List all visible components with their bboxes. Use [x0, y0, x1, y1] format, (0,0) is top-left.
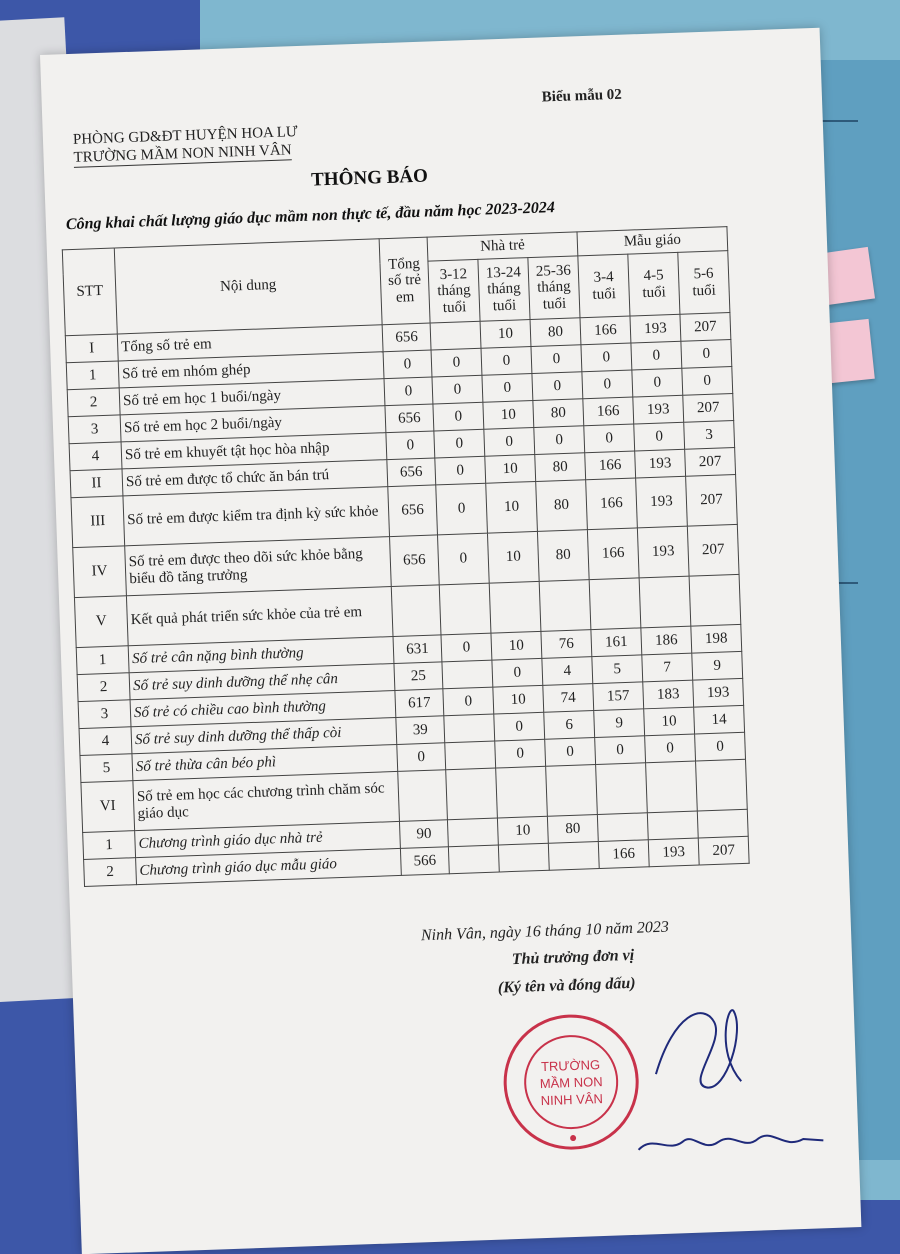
- row-stt: IV: [73, 546, 127, 598]
- row-value: 0: [441, 633, 492, 662]
- row-value: [442, 660, 493, 689]
- row-value: [697, 809, 748, 838]
- header-age-13-24m: 13-24 tháng tuổi: [478, 258, 530, 322]
- row-stt: 2: [84, 858, 137, 887]
- row-label: Chương trình giáo dục nhà trẻ: [135, 821, 401, 857]
- row-value: 207: [686, 474, 738, 526]
- row-value: [696, 759, 748, 811]
- row-stt: 1: [66, 361, 119, 390]
- row-value: [539, 580, 591, 632]
- row-value: [589, 578, 641, 630]
- row-value: 166: [586, 478, 638, 530]
- row-value: 0: [481, 347, 532, 376]
- row-value: 193: [648, 838, 699, 867]
- row-stt: V: [74, 596, 128, 648]
- row-total: 656: [385, 404, 434, 433]
- row-value: 157: [593, 682, 644, 711]
- signature: [643, 991, 757, 1105]
- document-title: THÔNG BÁO: [310, 165, 429, 191]
- row-stt: 2: [67, 388, 120, 417]
- row-stt: 3: [68, 415, 121, 444]
- row-value: 4: [542, 657, 593, 686]
- row-total: 0: [386, 431, 435, 460]
- row-value: 193: [630, 314, 681, 343]
- row-value: [489, 581, 541, 633]
- row-value: [439, 583, 491, 635]
- row-label: Tổng số trẻ em: [117, 325, 383, 361]
- row-value: 80: [537, 530, 589, 582]
- svg-text:NINH VÂN: NINH VÂN: [540, 1090, 604, 1109]
- row-total: 90: [399, 820, 448, 849]
- row-value: 80: [536, 480, 588, 532]
- row-value: 0: [534, 426, 585, 455]
- row-value: 183: [643, 680, 694, 709]
- row-value: 10: [644, 707, 695, 736]
- row-value: [446, 768, 498, 820]
- row-label: Số trẻ thừa cân béo phì: [132, 744, 398, 780]
- row-value: 5: [592, 655, 643, 684]
- row-value: 80: [535, 453, 586, 482]
- quality-table: [62, 226, 750, 887]
- row-stt: II: [70, 469, 123, 498]
- row-label: Số trẻ em được kiểm tra định kỳ sức khỏe: [123, 487, 390, 546]
- department-name: PHÒNG GD&ĐT HUYỆN HOA LƯ: [72, 124, 298, 148]
- header-kindergarten: Mẫu giáo: [577, 227, 728, 256]
- row-value: 9: [594, 709, 645, 738]
- document-subtitle: Công khai chất lượng giáo dục mầm non thực tế, đầu năm học 2023-2024: [65, 199, 556, 234]
- place-and-date: Ninh Vân, ngày 16 tháng 10 năm 2023: [420, 918, 670, 945]
- row-stt: 5: [80, 754, 133, 783]
- row-total: 656: [382, 323, 431, 352]
- row-value: 161: [591, 628, 642, 657]
- row-value: 166: [583, 397, 634, 426]
- signer-name-handwritten: [633, 1118, 834, 1165]
- row-stt: 2: [77, 673, 130, 702]
- row-stt: 3: [78, 700, 131, 729]
- row-value: 74: [543, 684, 594, 713]
- row-value: 10: [491, 631, 542, 660]
- row-value: [498, 843, 549, 872]
- row-value: 76: [541, 630, 592, 659]
- row-total: 656: [390, 535, 440, 587]
- row-value: [639, 576, 691, 628]
- row-value: 207: [683, 394, 734, 423]
- row-value: 14: [694, 705, 745, 734]
- header-nursery: Nhà trẻ: [427, 232, 578, 261]
- row-value: [430, 321, 481, 350]
- row-value: 193: [633, 395, 684, 424]
- row-value: 10: [497, 816, 548, 845]
- row-total: 0: [383, 350, 432, 379]
- row-total: 25: [394, 662, 443, 691]
- row-value: 0: [631, 341, 682, 370]
- row-value: 0: [632, 368, 683, 397]
- row-value: [445, 741, 496, 770]
- header-age-5-6y: 5-6 tuổi: [678, 251, 730, 315]
- row-label: Số trẻ em nhóm ghép: [118, 352, 384, 388]
- row-value: 9: [692, 651, 743, 680]
- row-total: 656: [388, 485, 438, 537]
- school-name: TRƯỜNG MẦM NON NINH VÂN: [73, 142, 292, 166]
- row-value: 10: [487, 531, 539, 583]
- sign-note: (Ký tên và đóng dấu): [497, 974, 636, 997]
- row-stt: VI: [81, 781, 135, 833]
- row-value: [548, 841, 599, 870]
- row-value: 0: [443, 687, 494, 716]
- row-total: 656: [387, 458, 436, 487]
- svg-text:TRƯỜNG: TRƯỜNG: [540, 1057, 601, 1075]
- row-value: 0: [695, 732, 746, 761]
- svg-text:MẦM NON: MẦM NON: [539, 1073, 603, 1092]
- row-value: 0: [433, 402, 484, 431]
- row-label: Kết quả phát triển sức khỏe của trẻ em: [126, 587, 393, 646]
- row-value: 0: [645, 734, 696, 763]
- row-value: 0: [595, 736, 646, 765]
- row-total: 0: [397, 743, 446, 772]
- row-value: 10: [480, 320, 531, 349]
- row-value: 193: [635, 449, 686, 478]
- row-value: 166: [580, 316, 631, 345]
- row-value: 3: [684, 421, 735, 450]
- row-value: 198: [691, 624, 742, 653]
- row-value: 10: [485, 454, 536, 483]
- row-total: [391, 585, 441, 637]
- row-value: 80: [533, 399, 584, 428]
- row-value: 0: [495, 739, 546, 768]
- row-label: Số trẻ em học 1 buổi/ngày: [119, 379, 385, 415]
- row-value: [597, 813, 648, 842]
- row-value: 0: [484, 427, 535, 456]
- row-total: 0: [384, 377, 433, 406]
- row-label: Số trẻ cân nặng bình thường: [128, 637, 394, 673]
- row-label: Số trẻ em được theo dõi sức khỏe bằng biểu đồ tăng trưởng: [125, 537, 392, 596]
- row-value: 0: [531, 345, 582, 374]
- row-value: 7: [642, 653, 693, 682]
- row-value: 0: [682, 367, 733, 396]
- row-value: 0: [532, 372, 583, 401]
- school-seal-stamp: [499, 1010, 644, 1155]
- row-value: 0: [437, 533, 489, 585]
- header-stt: STT: [62, 248, 117, 336]
- row-value: 80: [530, 318, 581, 347]
- row-value: 0: [435, 456, 486, 485]
- header-content: Nội dung: [114, 239, 382, 334]
- row-value: 6: [544, 711, 595, 740]
- row-value: 207: [687, 524, 739, 576]
- row-value: 0: [482, 374, 533, 403]
- row-value: 0: [584, 424, 635, 453]
- row-total: 631: [393, 635, 442, 664]
- row-value: 166: [587, 528, 639, 580]
- row-value: [448, 845, 499, 874]
- header-age-3-12m: 3-12 tháng tuổi: [428, 259, 480, 323]
- row-label: Số trẻ suy dinh dưỡng thể nhẹ cân: [129, 664, 395, 700]
- row-value: [689, 574, 741, 626]
- head-title: Thủ trưởng đơn vị: [511, 946, 635, 969]
- row-label: Số trẻ em được tổ chức ăn bán trú: [122, 460, 388, 496]
- row-total: 39: [396, 716, 445, 745]
- row-label: Số trẻ em khuyết tật học hòa nhập: [121, 433, 387, 469]
- row-value: [496, 766, 548, 818]
- header-age-25-36m: 25-36 tháng tuổi: [528, 256, 580, 320]
- row-label: Chương trình giáo dục mẫu giáo: [136, 848, 402, 884]
- row-stt: I: [65, 334, 118, 363]
- row-value: 0: [492, 658, 543, 687]
- row-value: 10: [493, 685, 544, 714]
- header-age-3-4y: 3-4 tuổi: [578, 254, 630, 318]
- row-value: [596, 763, 648, 815]
- row-total: [398, 770, 448, 822]
- row-value: 0: [436, 483, 488, 535]
- form-number: Biểu mẫu 02: [541, 86, 623, 106]
- row-value: [647, 811, 698, 840]
- row-value: 0: [582, 370, 633, 399]
- row-label: Số trẻ em học 2 buổi/ngày: [120, 406, 386, 442]
- row-value: 193: [637, 526, 689, 578]
- row-value: 80: [547, 815, 598, 844]
- row-stt: III: [71, 496, 125, 548]
- row-label: Số trẻ em học các chương trình chăm sóc giáo dục: [133, 771, 400, 830]
- row-value: 0: [431, 348, 482, 377]
- report-paper: [40, 28, 861, 1254]
- row-value: 207: [698, 836, 749, 865]
- row-value: 0: [581, 343, 632, 372]
- row-value: 193: [636, 476, 688, 528]
- header-total: Tổng số trẻ em: [379, 237, 430, 325]
- row-stt: 4: [79, 727, 132, 756]
- row-value: 0: [545, 738, 596, 767]
- row-value: 0: [634, 422, 685, 451]
- row-value: 10: [483, 401, 534, 430]
- row-value: 186: [641, 626, 692, 655]
- header-age-4-5y: 4-5 tuổi: [628, 252, 680, 316]
- row-value: 0: [434, 429, 485, 458]
- row-stt: 4: [69, 442, 122, 471]
- row-total: 617: [395, 689, 444, 718]
- row-value: 0: [494, 712, 545, 741]
- row-value: 193: [693, 678, 744, 707]
- row-value: 0: [681, 340, 732, 369]
- row-value: 207: [680, 313, 731, 342]
- row-value: 166: [598, 840, 649, 869]
- row-value: [546, 765, 598, 817]
- row-value: 166: [585, 451, 636, 480]
- row-value: [444, 714, 495, 743]
- row-stt: 1: [76, 646, 129, 675]
- row-value: [646, 761, 698, 813]
- row-stt: 1: [83, 831, 136, 860]
- row-total: 566: [400, 847, 449, 876]
- row-value: 10: [486, 481, 538, 533]
- row-label: Số trẻ có chiều cao bình thường: [130, 691, 396, 727]
- row-value: 207: [685, 447, 736, 476]
- row-label: Số trẻ suy dinh dưỡng thể thấp còi: [131, 717, 397, 753]
- row-value: [447, 818, 498, 847]
- row-value: 0: [432, 375, 483, 404]
